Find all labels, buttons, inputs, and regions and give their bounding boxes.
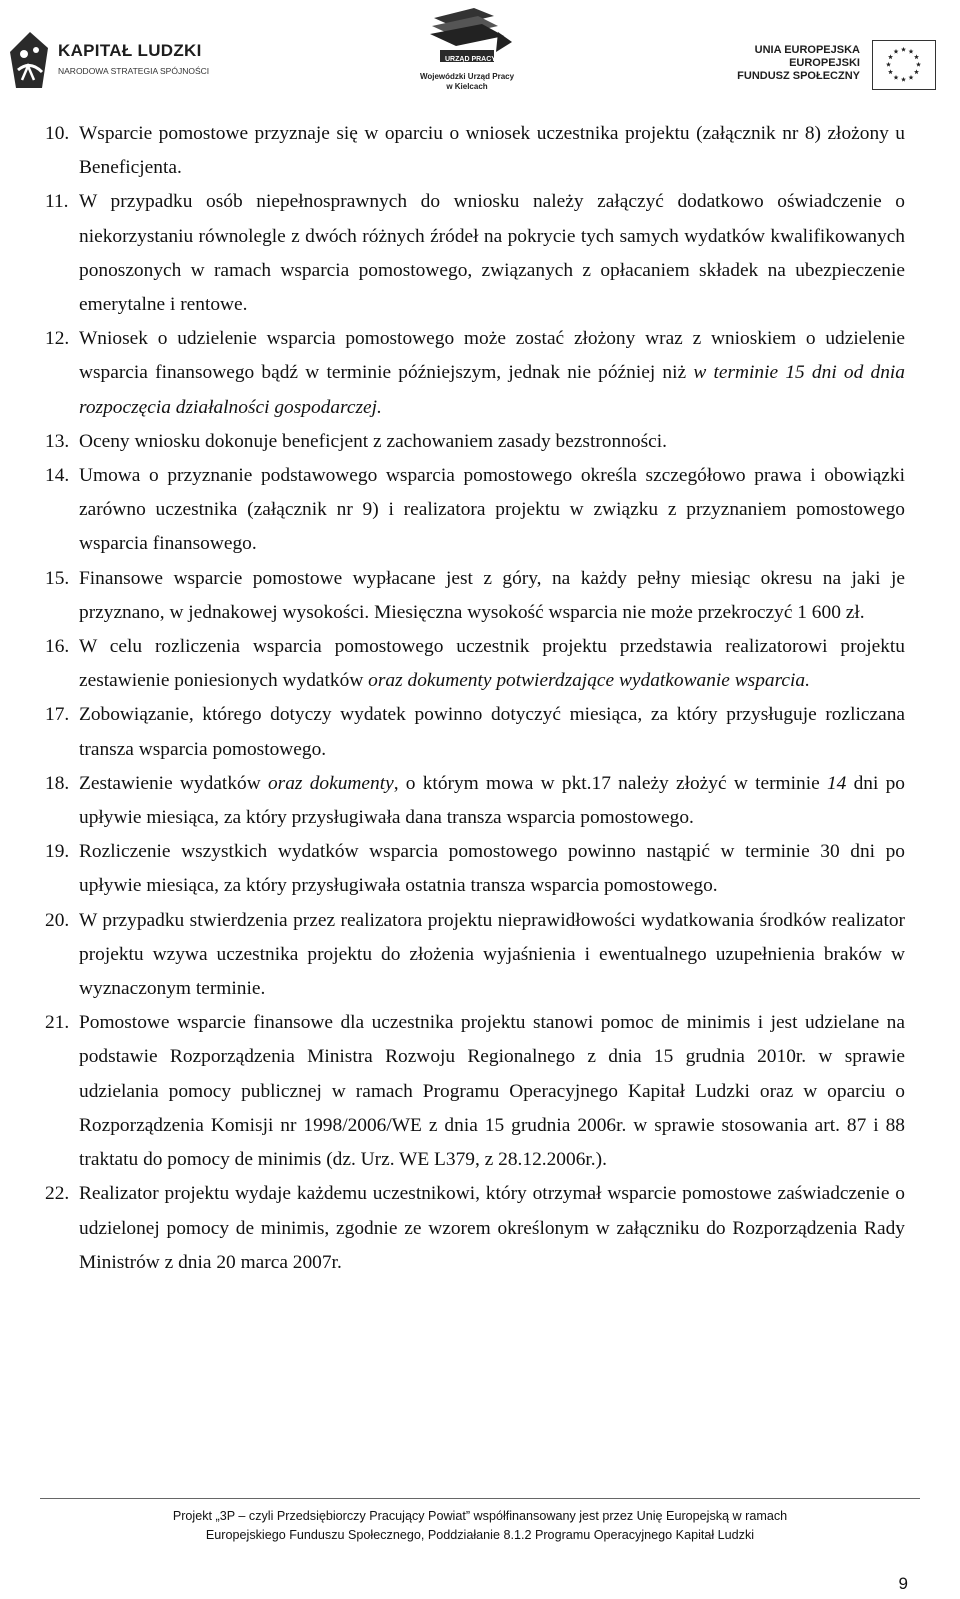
item-text: W przypadku osób niepełnosprawnych do wniosku należy załączyć dodatkowo oświadczenie o niekorzystaniu równolegle z dwóch różnych źródeł na pokrycie tych samych wydatków kwalifikowanych ponoszonych w ramach wsparcia pomostowego, związanych z opłacaniem składek na ubezpieczenie emerytalne i rentowe.	[79, 191, 905, 316]
item-text: Realizator projektu wydaje każdemu uczestnikowi, który otrzymał wsparcie pomostowe zaświadczenie o udzielonej pomocy de minimis, zgodnie ze wzorem określonym w załączniku do Rozporządzenia Rady Ministrów z dnia 20 marca 2007r.	[79, 1183, 905, 1273]
kapital-ludzki-emblem-icon	[8, 30, 52, 90]
list-item	[45, 767, 905, 835]
item-text	[79, 767, 905, 835]
kapital-ludzki-subtitle: NARODOWA STRATEGIA SPÓJNOŚCI	[58, 66, 210, 76]
ue-line-2: EUROPEJSKI	[789, 57, 860, 69]
eu-star-icon	[888, 69, 893, 74]
eu-star-icon	[914, 54, 919, 59]
item-number: 22.	[45, 1183, 70, 1205]
eu-flag-icon	[872, 40, 936, 90]
item-number: 14.	[45, 465, 70, 487]
item-number: 10.	[45, 123, 70, 144]
item-text: Umowa o przyznanie podstawowego wsparcia pomostowego określa szczegółowo prawa i obowiązki zarówno uczestnika (załącznik nr 9) i realizatora projektu w związku z przyznaniem pomostowego wsparcia finansowego.	[79, 465, 905, 555]
item-number: 12.	[45, 328, 70, 350]
list-item	[45, 185, 905, 322]
eu-star-icon	[909, 49, 914, 54]
item-number: 20.	[45, 909, 70, 931]
footer-line-1: Projekt „3P – czyli Przedsiębiorczy Pracujący Powiat” współfinansowany jest przez Unię Europejską w ramach	[172, 1509, 788, 1523]
item-text-part: W celu rozliczenia wsparcia pomostowego uczestnik projektu przedstawia realizatorowi projektu zestawienie poniesionych wydatków	[79, 636, 905, 692]
page-number: 9	[898, 1574, 908, 1593]
list-item	[45, 698, 905, 766]
eu-star-icon	[888, 54, 893, 59]
item-number: 18.	[45, 772, 70, 794]
eu-star-icon	[916, 62, 921, 67]
eu-star-icon	[894, 49, 899, 54]
item-text: Oceny wniosku dokonuje beneficjent z zachowaniem zasady bezstronności.	[79, 430, 667, 452]
item-text-part: , o którym mowa w pkt.17 należy złożyć w terminie	[393, 772, 827, 794]
list-item	[45, 425, 905, 459]
kapital-ludzki-logo	[8, 30, 208, 96]
item-text: Pomostowe wsparcie finansowe dla uczestnika projektu stanowi pomoc de minimis i jest udzielane na podstawie Rozporządzenia Ministra Rozwoju Regionalnego z dnia 15 grudnia 2010r. w sprawie udzielania pomocy publicznej w ramach Programu Operacyjnego Kapitał Ludzki oraz w oparciu o Rozporządzenia Komisji nr 1998/2006/WE z dnia 15 grudnia 2006r. w sprawie stosowania art. 87 i 88 traktatu do pomocy de minimis (dz. Urz. WE L379, z 28.12.2006r.).	[79, 1012, 905, 1171]
list-item	[45, 1006, 905, 1177]
eu-star-icon	[886, 62, 891, 67]
page-footer	[0, 1507, 960, 1545]
eu-star-icon	[901, 77, 906, 82]
item-text-italic: oraz dokumenty potwierdzające wydatkowanie wsparcia.	[368, 670, 810, 692]
list-item	[45, 1177, 905, 1280]
urzad-pracy-badge: URZĄD PRACY	[445, 56, 496, 63]
item-number: 21.	[45, 1012, 70, 1034]
list-item	[45, 117, 905, 185]
list-item	[45, 904, 905, 1007]
item-text: Zobowiązanie, którego dotyczy wydatek powinno dotyczyć miesiąca, za który przysługuje rozliczana transza wsparcia pomostowego.	[79, 704, 905, 760]
kapital-ludzki-title: KAPITAŁ LUDZKI	[58, 41, 202, 60]
item-number: 13.	[45, 430, 70, 452]
item-text: Rozliczenie wszystkich wydatków wsparcia pomostowego powinno nastąpić w terminie 30 dni po upływie miesiąca, za który przysługiwała ostatnia transza wsparcia pomostowego.	[79, 841, 905, 897]
item-text	[79, 322, 905, 425]
footer-line-2: Europejskiego Funduszu Społecznego, Poddziałanie 8.1.2 Programu Operacyjnego Kapitał Ludzki	[205, 1528, 755, 1542]
list-item	[45, 835, 905, 903]
item-text: Finansowe wsparcie pomostowe wypłacane jest z góry, na każdy pełny miesiąc okresu na jaki je przyznano, w jednakowej wysokości. Miesięczna wysokość wsparcia nie może przekroczyć 1 600 zł.	[79, 567, 905, 623]
item-text-part: Zestawienie wydatków	[79, 772, 268, 794]
item-number: 11.	[45, 191, 69, 213]
eu-star-icon	[894, 75, 899, 80]
eu-star-icon	[901, 47, 906, 52]
urzad-pracy-logo	[412, 4, 522, 94]
eu-star-icon	[914, 69, 919, 74]
item-text-part: dni po upływie miesiąca, za który przysługiwała dana transza wsparcia pomostowego.	[79, 772, 906, 829]
list-item	[45, 459, 905, 562]
eu-star-icon	[909, 75, 914, 80]
list-item	[45, 630, 905, 698]
item-number: 17.	[45, 704, 70, 726]
item-text	[79, 630, 905, 698]
item-text-italic: 14	[826, 772, 847, 794]
item-number: 19.	[45, 841, 70, 863]
unia-europejska-logo	[722, 38, 944, 98]
ue-line-3: FUNDUSZ SPOŁECZNY	[737, 70, 860, 82]
item-text-italic: w terminie 15 dni od dnia rozpoczęcia działalności gospodarczej.	[79, 362, 905, 418]
list-item	[45, 562, 905, 630]
page-header	[0, 0, 960, 112]
document-body	[45, 117, 905, 1280]
urzad-pracy-city: w Kielcach	[446, 82, 488, 91]
item-text: W przypadku stwierdzenia przez realizatora projektu nieprawidłowości wydatkowania środków realizator projektu wzywa uczestnika projektu do złożenia wyjaśnienia i ewentualnego uzupełnienia braków w wyznaczonym terminie.	[79, 909, 905, 1000]
item-text-part: Wniosek o udzielenie wsparcia pomostowego może zostać złożony wraz z wnioskiem o udzielenie wsparcia finansowego bądź w terminie późniejszym, jednak nie później niż	[79, 328, 905, 384]
ue-text-block	[737, 44, 860, 83]
urzad-pracy-name: Wojewódzki Urząd Pracy	[419, 72, 515, 81]
item-text: Wsparcie pomostowe przyznaje się w oparciu o wniosek uczestnika projektu (załącznik nr 8) złożony u Beneficjenta.	[79, 123, 905, 179]
ue-line-1: UNIA EUROPEJSKA	[754, 44, 860, 56]
item-text-italic: oraz dokumenty	[267, 772, 394, 794]
eu-stars-icon	[873, 41, 934, 88]
footer-divider	[40, 1498, 920, 1499]
list-item	[45, 322, 905, 425]
item-number: 16.	[45, 636, 70, 658]
item-number: 15.	[45, 567, 70, 589]
